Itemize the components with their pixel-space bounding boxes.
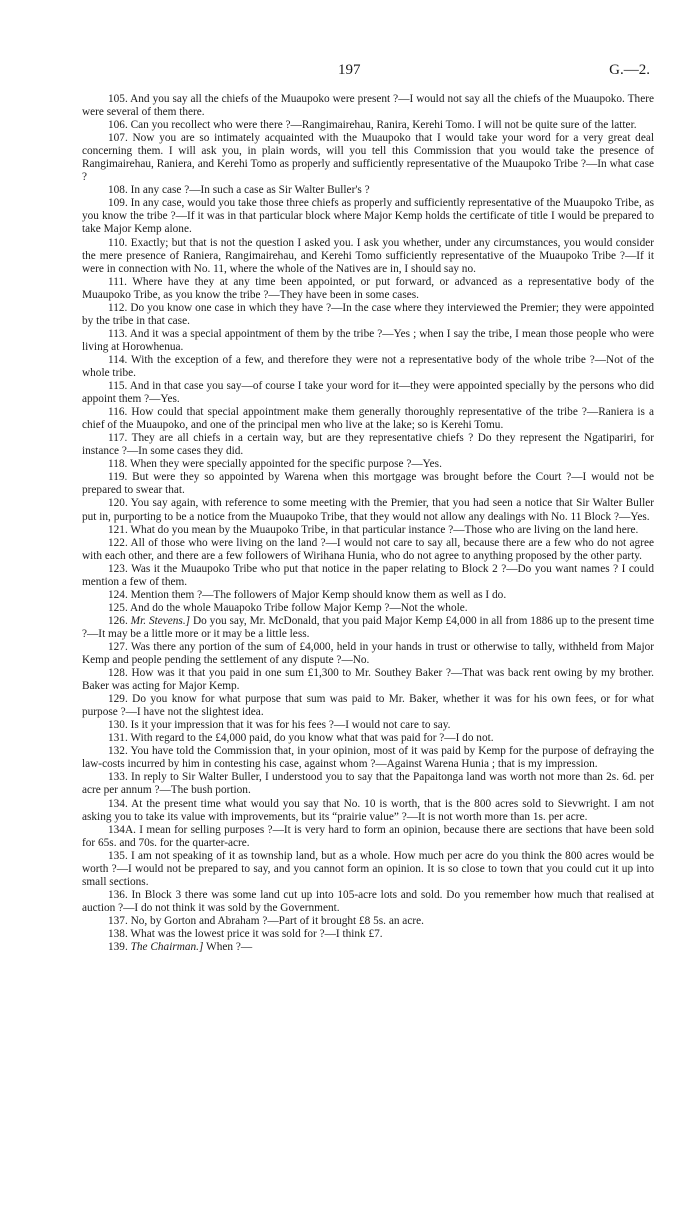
question-paragraph: 118. When they were specially appointed for the specific purpose ?—Yes.: [108, 458, 442, 471]
question-paragraph: 137. No, by Gorton and Abraham ?—Part of it brought £8 5s. an acre.: [108, 914, 424, 927]
question-paragraph: 107. Now you are so intimately acquainted with the Muaupoko that I would take your word for a very great deal concerning them. I will ask you, in plain words, will you tell this Commission that you would take the presence of Rangimairehau, Raniera, and Kerehi Tomo as properly and sufficiently representative of the Muaupoko Tribe ?—In what case ?: [82, 132, 654, 184]
question-paragraph: 121. What do you mean by the Muaupoko Tribe, in that particular instance ?—Those who are living on the land here.: [108, 523, 639, 536]
question-paragraph: 130. Is it your impression that it was for his fees ?—I would not care to say.: [108, 719, 451, 732]
question-number: 126.: [108, 614, 131, 627]
question-text: When ?—: [203, 941, 253, 954]
question-paragraph: 131. With regard to the £4,000 paid, do you know what that was paid for ?—I do not.: [108, 732, 494, 745]
question-paragraph: 136. In Block 3 there was some land cut up into 105-acre lots and sold. Do you remember how much that realised at auction ?—I do not think it was sold by the Government.: [82, 888, 654, 914]
page-number: 197: [338, 62, 361, 78]
question-paragraph: 128. How was it that you paid in one sum £1,300 to Mr. Southey Baker ?—That was back rent owing by my brother. Baker was acting for Major Kemp.: [82, 667, 654, 693]
question-paragraph: 117. They are all chiefs in a certain way, but are they representative chiefs ? Do they represent the Ngatipariri, for instance ?—In some cases they did.: [82, 432, 654, 458]
page-header: [0, 62, 700, 80]
question-paragraph: 112. Do you know one case in which they have ?—In the case where they interviewed the Premier; they were appointed by the tribe in that case.: [82, 301, 654, 327]
question-paragraph: 109. In any case, would you take those three chiefs as properly and sufficiently representative of the Muaupoko Tribe, as you know the tribe ?—If it was in that particular block where Major Kemp holds the certificate of title I would be prepared to take Major Kemp alone.: [82, 197, 654, 236]
question-paragraph: 119. But were they so appointed by Warena when this mortgage was brought before the Court ?—I would not be prepared to swear that.: [82, 471, 654, 497]
question-paragraph: 127. Was there any portion of the sum of £4,000, held in your hands in trust or otherwise to tally, withheld from Major Kemp and people pending the settlement of any dispute ?—No.: [82, 640, 654, 667]
speaker-name: Mr. Stevens.]: [130, 614, 191, 627]
question-paragraph: 116. How could that special appointment make them generally thoroughly representative of the tribe ?—Raniera is a chief of the Muaupoko, and one of the principal men who live at the lake; so is Kerehi Tomu.: [82, 406, 654, 432]
question-paragraph: 133. In reply to Sir Walter Buller, I understood you to say that the Papaitonga land was worth not more than 2s. 6d. per acre per annum ?—The bush portion.: [82, 771, 654, 797]
question-paragraph: 115. And in that case you say—of course I take your word for it—they were appointed specially by the persons who did appoint them ?—Yes.: [82, 380, 654, 406]
question-paragraph: 113. And it was a special appointment of them by the tribe ?—Yes ; when I say the tribe, I mean those people who were living at Horowhenua.: [82, 327, 654, 353]
question-paragraph: 125. And do the whole Mauapoko Tribe follow Major Kemp ?—Not the whole.: [108, 601, 468, 614]
question-text: Do you say, Mr. McDonald, that you paid Major Kemp £4,000 in all from 1886 up to the present time ?—It may be a little more or it may be a little less.: [82, 614, 654, 640]
question-paragraph: [82, 941, 654, 954]
question-paragraph: 105. And you say all the chiefs of the Muaupoko were present ?—I would not say all the chiefs of the Muaupoko. There were several of them there.: [82, 93, 654, 119]
question-paragraph: [82, 615, 654, 641]
question-paragraph: 120. You say again, with reference to some meeting with the Premier, that you had seen a notice that Sir Walter Buller put in, purporting to be a notice from the Muaupoko Tribe, that they would not allow any dealings with No. 11 Block ?—Yes.: [82, 497, 654, 523]
question-paragraph: 108. In any case ?—In such a case as Sir Walter Buller's ?: [108, 184, 370, 197]
question-paragraph: 106. Can you recollect who were there ?—Rangimairehau, Ranira, Kerehi Tomo. I will not be quite sure of the latter.: [108, 119, 637, 132]
question-paragraph: 124. Mention them ?—The followers of Major Kemp should know them as well as I do.: [108, 588, 507, 601]
question-paragraph: 134. At the present time what would you say that No. 10 is worth, that is the 800 acres sold to Sievwright. I am not asking you to take its value with improvements, but its “prairie value” ?—It is not worth more than 1s. per acre.: [82, 797, 654, 823]
question-paragraph: 132. You have told the Commission that, in your opinion, most of it was paid by Kemp for the purpose of defraying the law-costs incurred by him in contesting his case, against whom ?—Against Warena Hunia ; that is my impression.: [82, 745, 654, 771]
question-paragraph: 135. I am not speaking of it as township land, but as a whole. How much per acre do you think the 800 acres would be worth ?—I would not be prepared to say, and you cannot form an opinion. It is so close to town that you could cut it up into small sections.: [82, 849, 654, 888]
question-paragraph: 111. Where have they at any time been appointed, or put forward, or advanced as a representative body of the Muaupoko Tribe, as you know the tribe ?—They have been in some cases.: [82, 275, 654, 301]
question-paragraph: 114. With the exception of a few, and therefore they were not a representative body of the whole tribe ?—Not of the whole tribe.: [82, 353, 654, 379]
question-number: 139.: [108, 941, 131, 954]
question-paragraph: 134A. I mean for selling purposes ?—It is very hard to form an opinion, because there are sections that have been sold for 65s. and 70s. for the quarter-acre.: [82, 823, 654, 849]
question-paragraph: 123. Was it the Muaupoko Tribe who put that notice in the paper relating to Block 2 ?—Do you want names ? I could mention a few of them.: [82, 562, 654, 588]
question-paragraph: 110. Exactly; but that is not the question I asked you. I ask you whether, under any circumstances, you would consider the mere presence of Raniera, Rangimairehau, and Kerehi Tomo sufficiently representative of the Muaupoko Tribe ?—If it were in connection with No. 11, where the whole of the Natives are in, I should say no.: [82, 236, 654, 275]
transcript-body: [82, 93, 654, 954]
question-paragraph: 138. What was the lowest price it was sold for ?—I think £7.: [108, 928, 383, 940]
document-reference: G.—2.: [609, 62, 650, 78]
question-paragraph: 122. All of those who were living on the land ?—I would not care to say all, because there are a few who do not agree with each other, and there are a few followers of Wirihana Hunia, who do not agree to anything proposed by the other party.: [82, 536, 654, 562]
speaker-name: The Chairman.]: [130, 941, 204, 954]
question-paragraph: 129. Do you know for what purpose that sum was paid to Mr. Baker, whether it was for his own fees, or for what purpose ?—I have not the slightest idea.: [82, 693, 654, 719]
